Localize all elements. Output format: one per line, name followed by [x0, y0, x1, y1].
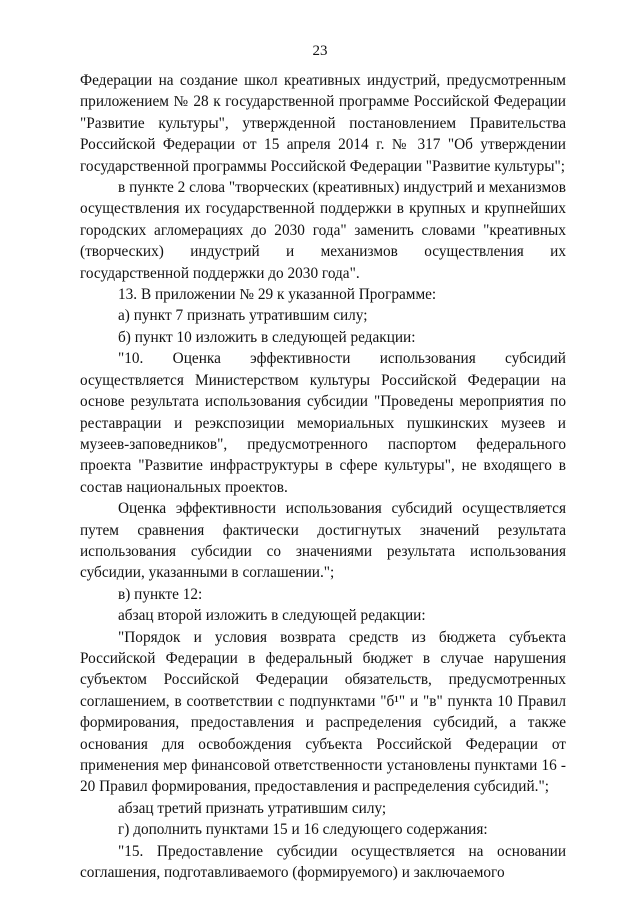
paragraph-11: абзац третий признать утратившим силу;: [118, 799, 387, 817]
paragraph-1: Федерации на создание школ креативных индустрий, предусмотренным приложением № 28 к государственной программе Российской Федерации "Развитие культуры", утвержденной постановлением Правительства Российской Федерации от 15 апреля 2014 г. № 317 "Об утверждении государственной программы Российской Федерации "Развитие культуры";: [80, 72, 566, 175]
paragraph-10: "Порядок и условия возврата средств из бюджета субъекта Российской Федерации в федеральный бюджет в случае нарушения субъектом Российской Федерации обязательств, предусмотренных соглашением, в соответствии с подпунктами "б¹" и "в" пункта 10 Правил формирования, предоставления и распределения субсидий, а также основания для освобождения субъекта Российской Федерации от применения мер финансовой ответственности установлены пунктами 16 - 20 Правил формирования, предоставления и распределения субсидий.";: [80, 628, 566, 796]
paragraph-9: абзац второй изложить в следующей редакции:: [118, 607, 426, 625]
paragraph-5: б) пункт 10 изложить в следующей редакции:: [118, 328, 416, 346]
paragraph-7: Оценка эффективности использования субсидий осуществляется путем сравнения фактически достигнутых значений результата использования субсидии со значениями результата использования субсидии, указанными в соглашении.";: [80, 500, 566, 582]
paragraph-4: а) пункт 7 признать утратившим силу;: [118, 307, 368, 325]
paragraph-2: в пункте 2 слова "творческих (креативных) индустрий и механизмов осуществления их государственной поддержки в крупных и крупнейших городских агломерациях до 2030 года" заменить словами "креативных (творческих) индустрий и механизмов осуществления их государственной поддержки до 2030 года".: [80, 179, 566, 282]
page-number: 23: [312, 43, 328, 59]
paragraph-6: "10. Оценка эффективности использования субсидий осуществляется Министерством культуры Российской Федерации на основе результата использования субсидии "Проведены мероприятия по реставрации и реэкспозиции мемориальных пушкинских музеев и музеев-заповедников", предусмотренного паспортом федерального проекта "Развитие инфраструктуры в сфере культуры", не входящего в состав национальных проектов.: [80, 350, 566, 496]
paragraph-3: 13. В приложении № 29 к указанной Программе:: [118, 286, 437, 304]
paragraph-8: в) пункте 12:: [118, 585, 203, 603]
paragraph-13: "15. Предоставление субсидии осуществляется на основании соглашения, подготавливаемого (формируемого) и заключаемого: [80, 842, 566, 882]
paragraph-12: г) дополнить пунктами 15 и 16 следующего содержания:: [118, 821, 488, 839]
document-body: [80, 70, 566, 883]
